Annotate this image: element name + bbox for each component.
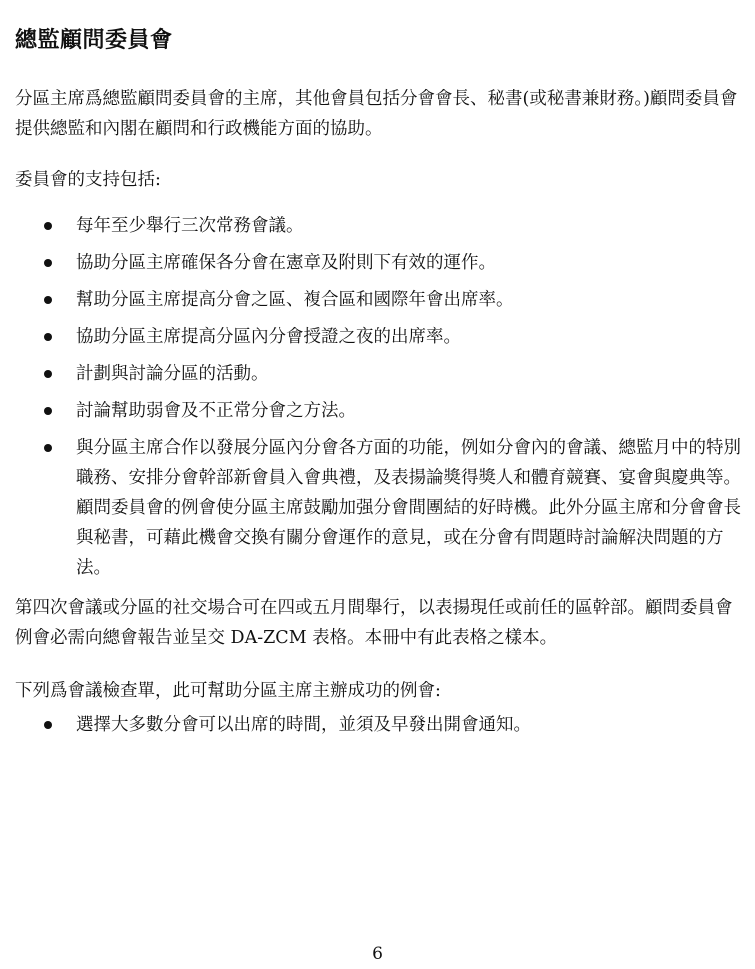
list-item-text: 幫助分區主席提高分會之區、複合區和國際年會出席率。 <box>76 290 514 310</box>
list-item-text: 選擇大多數分會可以出席的時間，並須及早發出開會通知。 <box>76 715 531 735</box>
list-item-text: 與分區主席合作以發展分區內分會各方面的功能，例如分會內的會議、總監月中的特別職務、安排分會幹部新會員入會典禮，及表揚論獎得獎人和體育競賽、宴會與慶典等。顧問委員會的例會使分區主席鼓勵加强分會間團結的好時機。此外分區主席和分會會長與秘書，可藉此機會交換有關分會運作的意見，或在分會有問題時討論解決問題的方法。 <box>76 438 741 578</box>
checklist-intro: 下列爲會議檢查單，此可幫助分區主席主辦成功的例會: <box>15 681 441 701</box>
list-item <box>0 396 755 426</box>
list-item-text: 討論幫助弱會及不正常分會之方法。 <box>76 401 356 421</box>
list-item <box>0 285 755 315</box>
bullet-icon <box>44 259 52 267</box>
bullet-icon <box>44 407 52 415</box>
meeting-note-paragraph: 第四次會議或分區的社交場合可在四或五月間舉行，以表揚現任或前任的區幹部。顧問委員會例會必需向總會報告並呈交 DA-ZCM 表格。本冊中有此表格之樣本。 <box>15 598 733 648</box>
list-item <box>0 710 755 740</box>
list-item <box>0 433 755 583</box>
list-item-text: 協助分區主席提高分區內分會授證之夜的出席率。 <box>76 327 461 347</box>
page-title: 總監顧問委員會 <box>15 28 173 53</box>
checklist-list <box>0 710 755 747</box>
intro-paragraph: 分區主席爲總監顧問委員會的主席，其他會員包括分會會長、秘書(或秘書兼財務。)顧問委員會提供總監和內閣在顧問和行政機能方面的協助。 <box>15 89 738 139</box>
bullet-icon <box>44 444 52 452</box>
list-item <box>0 248 755 278</box>
bullet-icon <box>44 222 52 230</box>
list-item <box>0 359 755 389</box>
list-item <box>0 211 755 241</box>
bullet-icon <box>44 370 52 378</box>
list-item <box>0 322 755 352</box>
list-item-text: 計劃與討論分區的活動。 <box>76 364 269 384</box>
bullet-icon <box>44 296 52 304</box>
bullet-icon <box>44 333 52 341</box>
support-list <box>0 211 755 590</box>
support-heading: 委員會的支持包括: <box>15 170 161 190</box>
list-item-text: 每年至少舉行三次常務會議。 <box>76 216 304 236</box>
page-number: 6 <box>372 944 383 964</box>
list-item-text: 協助分區主席確保各分會在憲章及附則下有效的運作。 <box>76 253 496 273</box>
bullet-icon <box>44 721 52 729</box>
